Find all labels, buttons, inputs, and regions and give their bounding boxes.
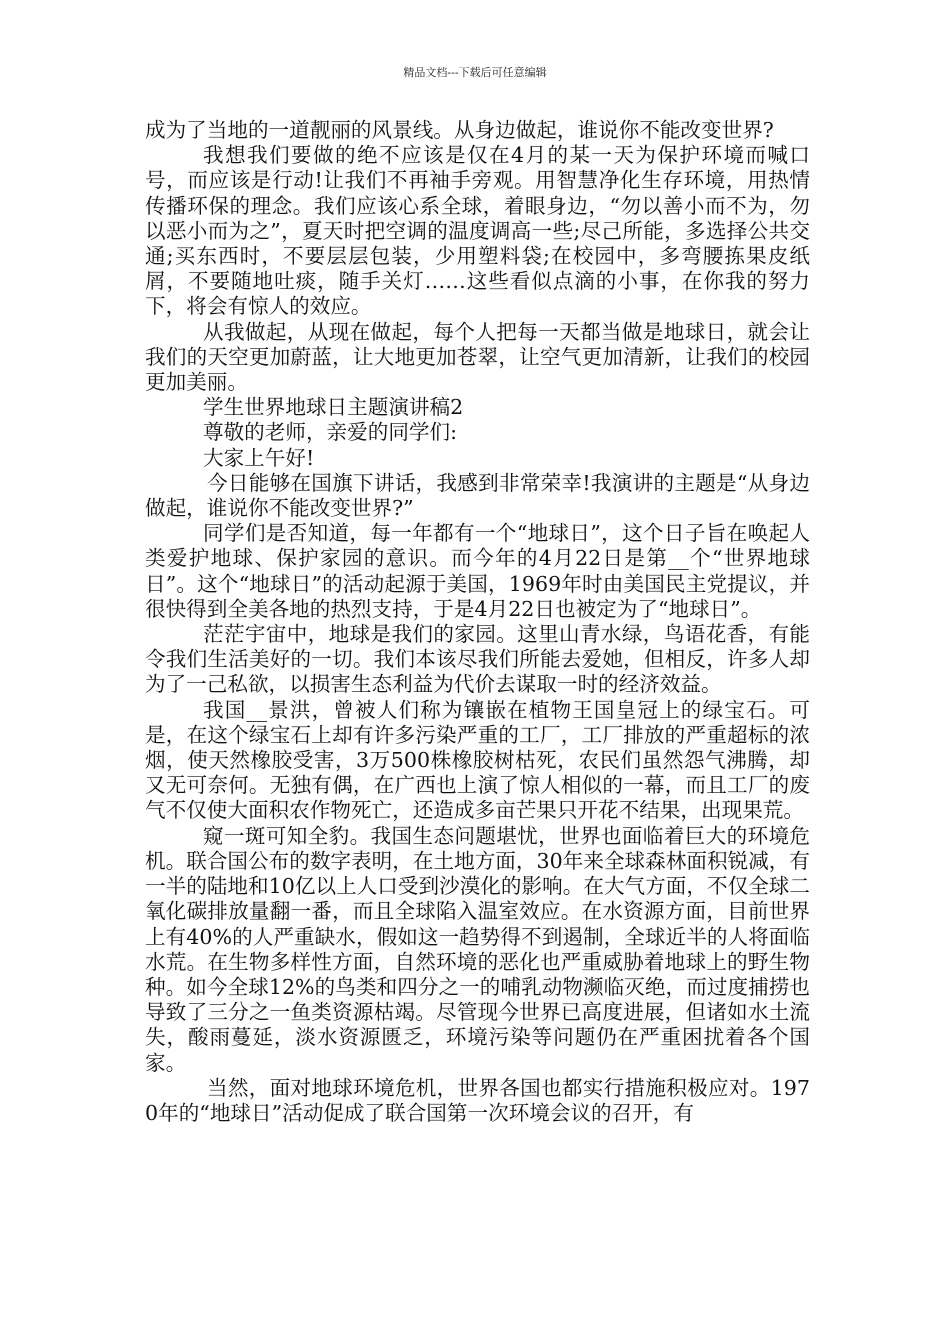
- paragraph: 同学们是否知道，每一年都有一个“地球日”，这个日子旨在唤起人类爱护地球、保护家园的意识。而今年的4月22日是第__个“世界地球日”。这个“地球日”的活动起源于美国，1969年时由美国民主党提议，并很快得到全美各地的热烈支持，于是4月22日也被定为了“地球日”。: [145, 521, 810, 621]
- document-body: [145, 118, 810, 1126]
- paragraph: 今日能够在国旗下讲话，我感到非常荣幸!我演讲的主题是“从身边做起，谁说你不能改变世界?”: [145, 470, 810, 521]
- paragraph: 尊敬的老师，亲爱的同学们:: [203, 420, 458, 445]
- paragraph: 我国__景洪，曾被人们称为镶嵌在植物王国皇冠上的绿宝石。可是，在这个绿宝石上却有许多污染严重的工厂，工厂排放的严重超标的浓烟，使天然橡胶受害，3万500株橡胶树枯死，农民们虽然怨气沸腾，却又无可奈何。无独有偶，在广西也上演了惊人相似的一幕，而且工厂的废气不仅使大面积农作物死亡，还造成多亩芒果只开花不结果，出现果荒。: [145, 697, 810, 823]
- paragraph: 大家上午好!: [203, 445, 315, 470]
- paragraph: 当然，面对地球环境危机，世界各国也都实行措施积极应对。1970年的“地球日”活动促成了联合国第一次环境会议的召开，有: [145, 1075, 810, 1125]
- paragraph: 成为了当地的一道靓丽的风景线。从身边做起，谁说你不能改变世界?: [145, 118, 774, 142]
- paragraph: 我想我们要做的绝不应该是仅在4月的某一天为保护环境而喊口号，而应该是行动!让我们不再袖手旁观。用智慧净化生存环境，用热情传播环保的理念。我们应该心系全球，着眼身边，“勿以善小而不为，勿以恶小而为之”，夏天时把空调的温度调高一些;尽己所能，多选择公共交通;买东西时，不要层层包装，少用塑料袋;在校园中，多弯腰拣果皮纸屑，不要随地吐痰，随手关灯……这些看似点滴的小事，在你我的努力下，将会有惊人的效应。: [145, 143, 810, 319]
- paragraph: 窥一斑可知全豹。我国生态问题堪忧，世界也面临着巨大的环境危机。联合国公布的数字表明，在土地方面，30年来全球森林面积锐减，有一半的陆地和10亿以上人口受到沙漠化的影响。在大气方面，不仅全球二氧化碳排放量翻一番，而且全球陷入温室效应。在水资源方面，目前世界上有40%的人严重缺水，假如这一趋势得不到遏制，全球近半的人将面临水荒。在生物多样性方面，自然环境的恶化也严重威胁着地球上的野生物种。如今全球12%的鸟类和四分之一的哺乳动物濒临灭绝，而过度捕捞也导致了三分之一鱼类资源枯竭。尽管现今世界已高度进展，但诸如水土流失，酸雨蔓延，淡水资源匮乏，环境污染等问题仍在严重困扰着各个国家。: [145, 823, 810, 1075]
- paragraph: 茫茫宇宙中，地球是我们的家园。这里山青水绿，鸟语花香，有能令我们生活美好的一切。我们本该尽我们所能去爱她，但相反，许多人却为了一己私欲，以损害生态利益为代价去谋取一时的经济效益。: [145, 622, 810, 697]
- paragraph: 从我做起，从现在做起，每个人把每一天都当做是地球日，就会让我们的天空更加蔚蓝，让大地更加苍翠，让空气更加清新，让我们的校园更加美丽。: [145, 319, 810, 395]
- paragraph: 学生世界地球日主题演讲稿2: [203, 395, 464, 420]
- page-header: 精品文档---下载后可任意编辑: [403, 66, 547, 79]
